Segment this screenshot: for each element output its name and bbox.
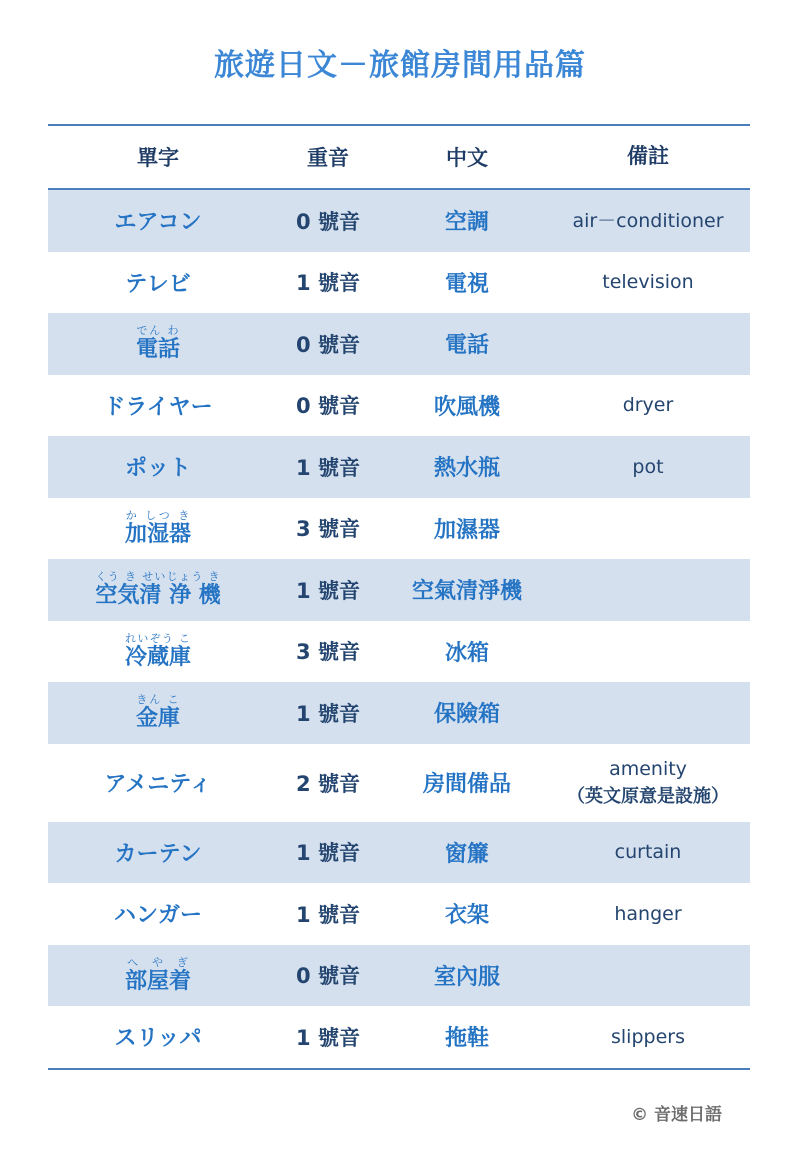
chinese-cell: 拖鞋 bbox=[444, 1026, 489, 1052]
word-text: 加湿器 bbox=[124, 521, 191, 547]
word-text: 空気清 浄 機 bbox=[95, 583, 221, 609]
header-note: 備註 bbox=[627, 144, 669, 169]
note-text: dryer bbox=[622, 394, 674, 416]
word-text: スリッパ bbox=[114, 1026, 202, 1052]
table-row bbox=[48, 190, 750, 252]
accent-cell: 0 號音 bbox=[296, 394, 360, 419]
word-cell bbox=[48, 570, 268, 609]
word-text: ハンガー bbox=[113, 903, 202, 929]
chinese-cell: 熱水瓶 bbox=[433, 456, 500, 482]
accent-cell: 1 號音 bbox=[296, 841, 360, 866]
chinese-cell: 保險箱 bbox=[433, 702, 500, 728]
note-text: hanger bbox=[614, 902, 682, 925]
word-cell bbox=[48, 390, 268, 421]
word-text: 金庫 bbox=[135, 706, 180, 732]
accent-cell: 3 號音 bbox=[296, 517, 360, 542]
chinese-cell: 室內服 bbox=[433, 964, 500, 990]
word-cell bbox=[48, 205, 268, 236]
word-text: テレビ bbox=[125, 271, 191, 297]
accent-cell: 2 號音 bbox=[296, 771, 360, 796]
accent-cell: 3 號音 bbox=[296, 640, 360, 665]
table-row bbox=[48, 945, 750, 1007]
table-row bbox=[48, 436, 750, 498]
header-word: 單字 bbox=[137, 146, 179, 170]
table-row bbox=[48, 559, 750, 621]
word-cell bbox=[48, 324, 268, 363]
note-cell bbox=[546, 1023, 750, 1052]
copyright-footer: © 音速日語 bbox=[631, 1105, 722, 1125]
word-cell bbox=[48, 837, 268, 868]
accent-cell: 1 號音 bbox=[296, 902, 360, 927]
note-cell bbox=[546, 755, 750, 811]
table-row bbox=[48, 1006, 750, 1070]
header-chinese: 中文 bbox=[446, 146, 488, 170]
note-cell bbox=[546, 207, 750, 236]
word-cell bbox=[48, 267, 268, 298]
chinese-cell: 電話 bbox=[444, 333, 489, 359]
word-text: エアコン bbox=[114, 210, 202, 236]
word-reading: へ や ぎ bbox=[124, 955, 191, 969]
chinese-cell: 房間備品 bbox=[422, 772, 511, 797]
word-cell bbox=[48, 767, 268, 798]
word-reading: きん こ bbox=[135, 693, 180, 707]
word-reading: くう き せいじょう き bbox=[95, 570, 221, 584]
word-cell bbox=[48, 632, 268, 671]
word-text: アメニティ bbox=[104, 772, 212, 797]
note-text: amenity bbox=[609, 757, 687, 780]
table-row bbox=[48, 313, 750, 375]
table-body bbox=[48, 190, 750, 1070]
word-text: ポット bbox=[124, 456, 191, 482]
note-text: slippers bbox=[611, 1025, 685, 1048]
note-text: curtain bbox=[614, 841, 682, 863]
word-reading: でん わ bbox=[135, 324, 180, 338]
word-text: カーテン bbox=[114, 841, 202, 867]
accent-cell: 1 號音 bbox=[296, 271, 360, 296]
note-text: air－conditioner bbox=[572, 209, 724, 232]
note-cell bbox=[546, 268, 750, 297]
accent-cell: 0 號音 bbox=[296, 964, 360, 989]
chinese-cell: 空氣清淨機 bbox=[411, 579, 522, 605]
table-row bbox=[48, 621, 750, 683]
word-cell bbox=[48, 693, 268, 732]
accent-cell: 1 號音 bbox=[296, 701, 360, 726]
note-text: television bbox=[602, 271, 694, 293]
accent-cell: 1 號音 bbox=[296, 1025, 360, 1050]
accent-cell: 1 號音 bbox=[296, 455, 360, 480]
word-cell bbox=[48, 898, 268, 929]
note-cell bbox=[546, 391, 750, 420]
table-row bbox=[48, 822, 750, 884]
table-header bbox=[48, 126, 750, 190]
accent-cell: 0 號音 bbox=[296, 332, 360, 357]
word-text: 冷蔵庫 bbox=[124, 644, 191, 670]
word-text: ドライヤー bbox=[103, 394, 213, 420]
page-title: 旅遊日文－旅館房間用品篇 bbox=[214, 48, 586, 83]
table-row bbox=[48, 682, 750, 744]
word-cell bbox=[48, 1021, 268, 1052]
accent-cell: 1 號音 bbox=[296, 578, 360, 603]
chinese-cell: 加濕器 bbox=[433, 517, 500, 543]
chinese-cell: 窗簾 bbox=[444, 841, 489, 867]
table-row bbox=[48, 744, 750, 822]
chinese-cell: 吹風機 bbox=[433, 394, 500, 420]
vocabulary-table bbox=[48, 124, 750, 1070]
word-cell bbox=[48, 509, 268, 548]
note-text: pot bbox=[632, 455, 664, 478]
accent-cell: 0 號音 bbox=[296, 209, 360, 234]
table-row bbox=[48, 498, 750, 560]
header-accent: 重音 bbox=[307, 146, 349, 170]
word-text: 電話 bbox=[135, 337, 180, 363]
chinese-cell: 空調 bbox=[444, 210, 489, 236]
word-cell bbox=[48, 956, 268, 995]
table-row bbox=[48, 883, 750, 945]
word-text: 部屋着 bbox=[124, 968, 191, 994]
word-reading: か しつ き bbox=[124, 508, 191, 522]
note-cell bbox=[546, 453, 750, 482]
note-cell bbox=[546, 838, 750, 867]
word-cell bbox=[48, 451, 268, 482]
note-cell bbox=[546, 900, 750, 929]
table-row bbox=[48, 375, 750, 437]
chinese-cell: 冰箱 bbox=[444, 640, 489, 666]
table-row bbox=[48, 252, 750, 314]
chinese-cell: 衣架 bbox=[444, 903, 489, 929]
chinese-cell: 電視 bbox=[444, 271, 489, 297]
note-subtext: （英文原意是設施） bbox=[567, 786, 729, 808]
word-reading: れいぞう こ bbox=[124, 631, 191, 645]
